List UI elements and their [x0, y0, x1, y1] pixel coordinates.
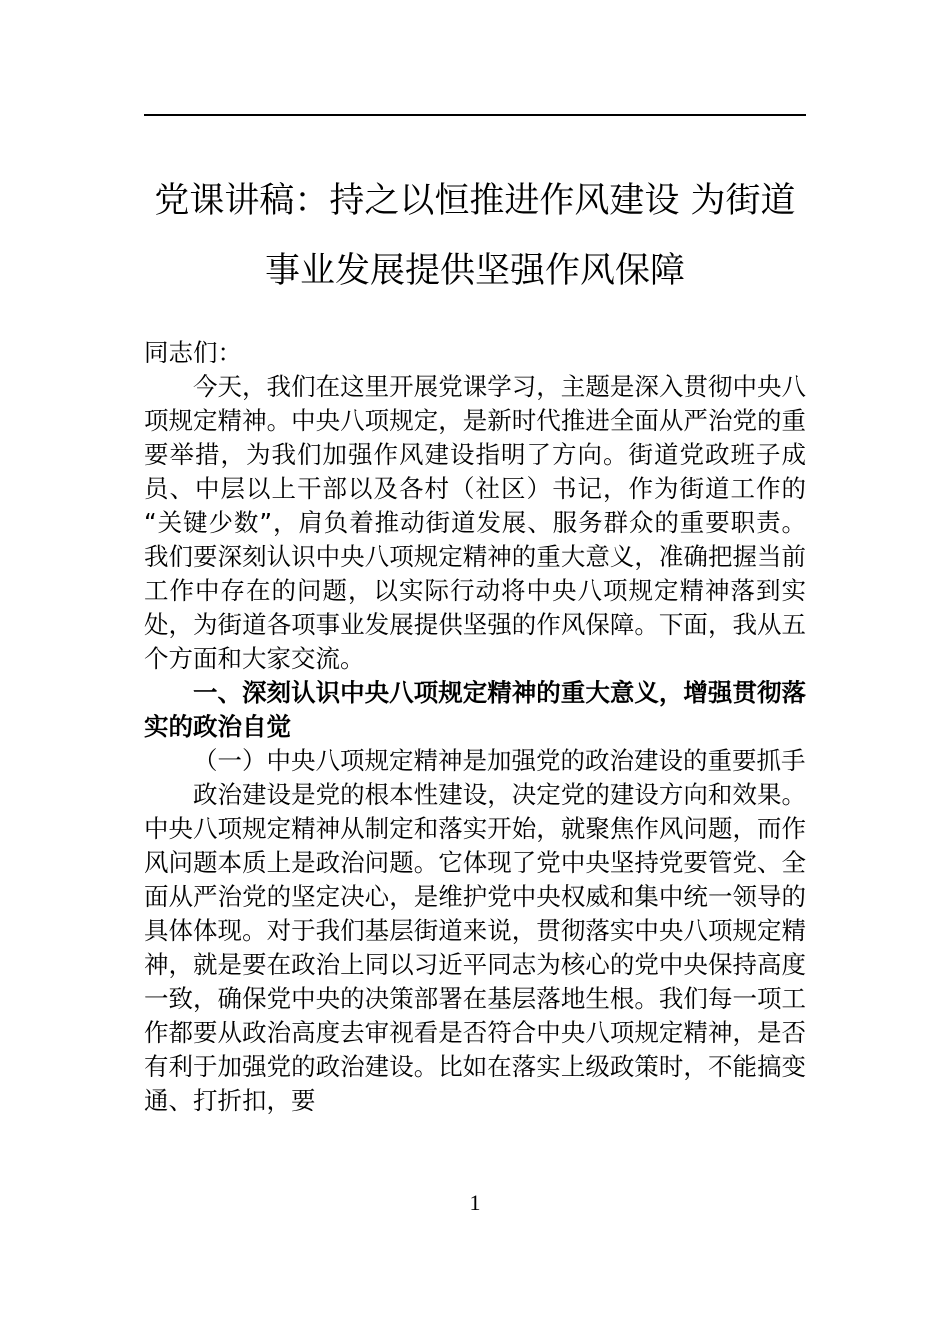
- salutation: 同志们：: [144, 338, 242, 367]
- document-body: [144, 336, 806, 1118]
- header-rule: [144, 114, 806, 116]
- subsection-heading: （一）中央八项规定精神是加强党的政治建设的重要抓手: [193, 746, 806, 775]
- page-number: 1: [469, 1190, 481, 1215]
- section-heading: 一、深刻认识中央八项规定精神的重大意义，增强贯彻落实的政治自觉: [144, 678, 806, 741]
- document-title: [144, 166, 806, 306]
- subsection-paragraph: 政治建设是党的根本性建设，决定党的建设方向和效果。中央八项规定精神从制定和落实开始，就聚焦作风问题，而作风问题本质上是政治问题。它体现了党中央坚持党要管党、全面从严治党的坚定决心，是维护党中央权威和集中统一领导的具体体现。对于我们基层街道来说，贯彻落实中央八项规定精神，就是要在政治上同以习近平同志为核心的党中央保持高度一致，确保党中央的决策部署在基层落地生根。我们每一项工作都要从政治高度去审视看是否符合中央八项规定精神，是否有利于加强党的政治建设。比如在落实上级政策时，不能搞变通、打折扣，要: [144, 780, 806, 1115]
- title-line-1: 党课讲稿：持之以恒推进作风建设 为街道: [154, 181, 796, 221]
- intro-paragraph: 今天，我们在这里开展党课学习，主题是深入贯彻中央八项规定精神。中央八项规定，是新时代推进全面从严治党的重要举措，为我们加强作风建设指明了方向。街道党政班子成员、中层以上干部以及各村（社区）书记，作为街道工作的 “关键少数”，肩负着推动街道发展、服务群众的重要职责。我们要深刻认识中央八项规定精神的重大意义，准确把握当前工作中存在的问题，以实际行动将中央八项规定精神落到实处，为街道各项事业发展提供坚强的作风保障。下面，我从五个方面和大家交流。: [144, 372, 806, 673]
- title-line-2: 事业发展提供坚强作风保障: [264, 251, 685, 291]
